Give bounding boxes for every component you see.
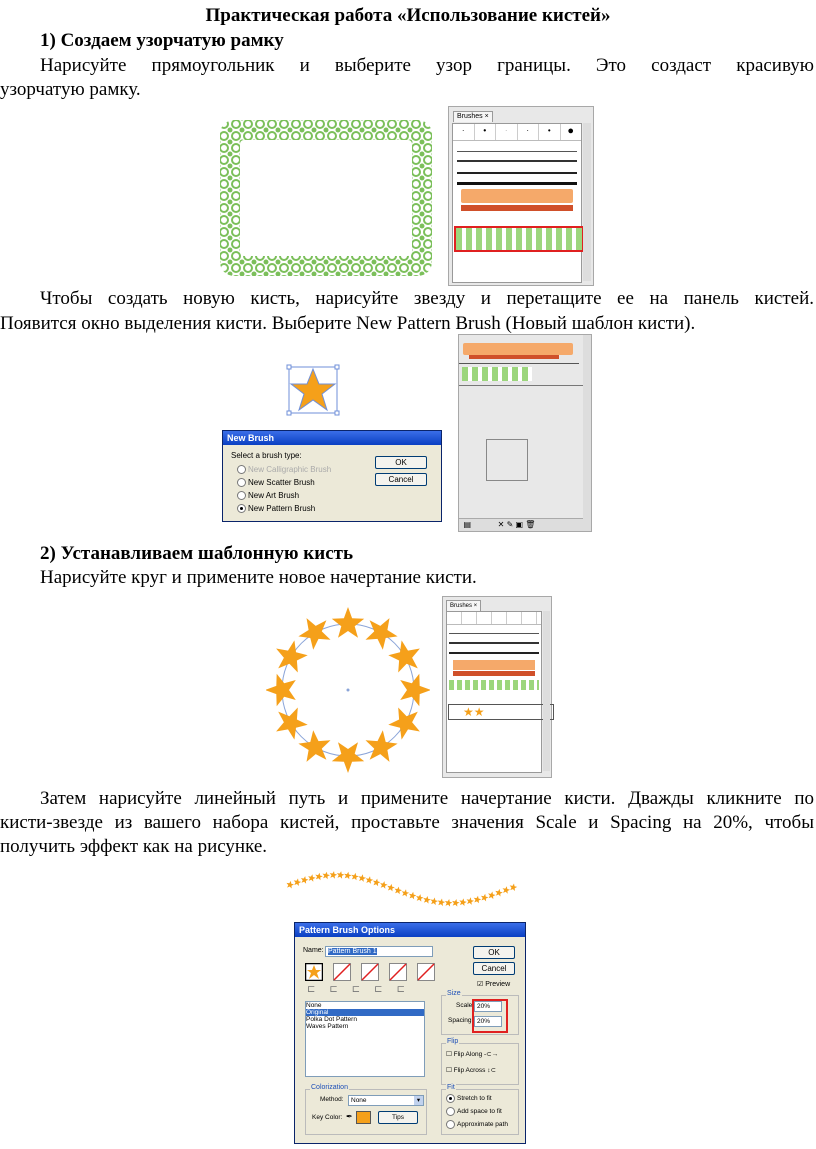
- tile-type-icons: [307, 984, 405, 995]
- flip-across-icon: ↕⊂: [487, 1067, 496, 1074]
- ring-star: [388, 708, 420, 740]
- key-color-swatch[interactable]: [356, 1111, 371, 1124]
- radio-icon: [237, 478, 246, 487]
- path-star: [416, 894, 424, 902]
- path-star: [488, 892, 496, 900]
- tile-start-icon: ⊏: [374, 984, 383, 995]
- new-brush-dialog: [222, 430, 442, 522]
- para3-line1: Затем нарисуйте линейный путь и примените начертание кисти. Дважды кликните по: [40, 788, 814, 809]
- fit-group: Fit Stretch to fit Add space to fit Approximate path: [441, 1089, 519, 1135]
- tile-outer-icon: ⊏: [329, 984, 338, 995]
- path-star: [337, 871, 345, 879]
- path-star: [481, 894, 489, 902]
- para3-line2: кисти-звезде из вашего набора кистей, проставьте значения Scale и Spacing на 20%, чтобы: [0, 812, 814, 833]
- brushes-tab[interactable]: Brushes ×: [453, 111, 493, 122]
- path-star: [438, 899, 446, 907]
- flip-across-checkbox[interactable]: ☐ Flip Across ↕⊂: [446, 1067, 496, 1074]
- option-scatter[interactable]: New Scatter Brush: [237, 478, 315, 487]
- tile-end-icon: ⊏: [396, 984, 405, 995]
- path-star: [323, 872, 331, 880]
- tips-button[interactable]: Tips: [378, 1111, 418, 1124]
- flip-along-checkbox[interactable]: ☐ Flip Along -⊂→: [446, 1051, 499, 1058]
- section2-heading: 2) Устанавливаем шаблонную кисть: [40, 543, 354, 564]
- path-star: [373, 879, 381, 887]
- section2-para: Нарисуйте круг и примените новое начертание кисти.: [40, 567, 477, 588]
- selected-pattern-brush[interactable]: [454, 226, 584, 252]
- ring-star: [332, 607, 364, 638]
- scale-label: Scale:: [456, 1002, 475, 1009]
- pattern-brush-swatch[interactable]: [462, 367, 532, 381]
- fit-add-space-option[interactable]: Add space to fit: [446, 1107, 502, 1116]
- path-star: [387, 884, 395, 892]
- star-illustration: [286, 364, 340, 416]
- scrollbar[interactable]: [543, 611, 550, 771]
- pattern-brush-options-dialog: [294, 922, 526, 1144]
- ring-star: [276, 708, 308, 740]
- path-star: [510, 884, 518, 892]
- page-title: Практическая работа «Использование кистей»: [205, 5, 611, 26]
- path-star: [459, 898, 467, 906]
- path-star: [366, 876, 374, 884]
- path-star: [409, 892, 417, 900]
- start-tile-icon[interactable]: [389, 963, 407, 981]
- star-path-illustration: [284, 864, 524, 914]
- method-select[interactable]: None ▾: [348, 1095, 424, 1106]
- name-field[interactable]: Pattern Brush 1: [325, 946, 433, 957]
- panel-footer-toolbar[interactable]: ▤ ✕ ✎ ▣ 🗑: [459, 518, 591, 531]
- path-star: [301, 876, 309, 884]
- path-star: [467, 897, 475, 905]
- scrollbar[interactable]: [583, 123, 591, 281]
- ring-star: [400, 674, 430, 706]
- fit-approximate-option[interactable]: Approximate path: [446, 1120, 508, 1129]
- ring-star: [276, 640, 308, 672]
- ok-button[interactable]: OK: [473, 946, 515, 959]
- chevron-down-icon: ▾: [414, 1096, 423, 1105]
- path-star: [423, 896, 431, 904]
- para2-line2: Появится окно выделения кисти. Выберите New Pattern Brush (Новый шаблон кисти).: [0, 313, 696, 334]
- ring-star: [332, 742, 364, 773]
- spacing-label: Spacing:: [448, 1017, 474, 1024]
- path-star: [395, 887, 403, 895]
- ring-star: [266, 674, 296, 706]
- section1-para-line1: Нарисуйте прямоугольник и выберите узор границы. Это создаст красивую: [40, 55, 814, 76]
- option-art[interactable]: New Art Brush: [237, 491, 299, 500]
- list-item-selected[interactable]: Original: [306, 1009, 424, 1016]
- path-star: [474, 896, 482, 904]
- pattern-frame-illustration: [218, 118, 434, 278]
- spacing-field[interactable]: 20%: [474, 1016, 502, 1027]
- radio-icon: [237, 465, 246, 474]
- pattern-list[interactable]: [305, 1001, 425, 1077]
- path-star: [503, 886, 511, 894]
- path-star: [344, 872, 352, 880]
- radio-icon: [446, 1120, 455, 1129]
- highlight-box: [472, 999, 508, 1033]
- path-star: [495, 889, 503, 897]
- ring-star: [298, 730, 330, 762]
- colorization-group: Colorization Method: None ▾ Key Color: ✒ Tips: [305, 1089, 427, 1135]
- para2-line1: Чтобы создать новую кисть, нарисуйте звезду и перетащите ее на панель кистей.: [40, 288, 814, 309]
- path-star: [380, 881, 388, 889]
- method-label: Method:: [320, 1096, 344, 1103]
- option-pattern[interactable]: New Pattern Brush: [237, 504, 315, 513]
- section1-heading: 1) Создаем узорчатую рамку: [40, 30, 284, 51]
- path-star: [359, 874, 367, 882]
- ring-star: [366, 618, 398, 650]
- new-brush-dialog-title: New Brush: [223, 431, 441, 445]
- radio-selected-icon: [237, 504, 246, 513]
- scrollbar[interactable]: [583, 335, 591, 519]
- ok-button[interactable]: OK: [375, 456, 427, 469]
- star-brush-swatch[interactable]: ★★: [448, 704, 554, 720]
- key-color-label: Key Color:: [312, 1114, 343, 1121]
- flip-along-icon: -⊂→: [484, 1051, 499, 1058]
- list-item[interactable]: None: [306, 1002, 322, 1009]
- eyedropper-icon[interactable]: ✒: [346, 1112, 353, 1121]
- ring-star: [388, 640, 420, 672]
- end-tile-icon[interactable]: [417, 963, 435, 981]
- flip-group: Flip ☐ Flip Along -⊂→ ☐ Flip Across ↕⊂: [441, 1043, 519, 1085]
- radio-icon: [446, 1107, 455, 1116]
- path-star: [308, 874, 316, 882]
- inner-corner-tile-icon[interactable]: [361, 963, 379, 981]
- ring-star: [366, 730, 398, 762]
- new-brush-prompt: Select a brush type:: [231, 451, 302, 460]
- list-item[interactable]: Waves Pattern: [306, 1023, 349, 1030]
- pattern-dialog-title: Pattern Brush Options: [295, 923, 525, 937]
- section1-para-line2: узорчатую рамку.: [0, 79, 141, 100]
- ring-star: [298, 618, 330, 650]
- size-group: Size Scale: 20% Spacing: 20%: [441, 995, 519, 1035]
- list-item[interactable]: Polka Dot Pattern: [306, 1016, 357, 1023]
- path-star: [351, 873, 359, 881]
- path-star: [294, 878, 302, 886]
- side-tile-star-icon[interactable]: [305, 963, 323, 981]
- fit-stretch-option[interactable]: Stretch to fit: [446, 1094, 492, 1103]
- brushes-panel-1: Brushes × · • · · • ●: [448, 106, 594, 286]
- path-star: [330, 871, 338, 879]
- path-star: [452, 899, 460, 907]
- para3-line3: получить эффект как на рисунке.: [0, 836, 268, 857]
- preview-checkbox[interactable]: ☑ Preview: [477, 981, 511, 988]
- tile-inner-icon: ⊏: [351, 984, 361, 995]
- cancel-button[interactable]: Cancel: [473, 962, 515, 975]
- outer-corner-tile-icon[interactable]: [333, 963, 351, 981]
- tile-side-icon: ⊏: [307, 984, 316, 995]
- star-circle-illustration: [266, 604, 430, 774]
- brushes-panel-2: [458, 334, 592, 532]
- name-label: Name:: [303, 947, 324, 954]
- radio-selected-icon: [446, 1094, 455, 1103]
- option-calligraphic[interactable]: New Calligraphic Brush: [237, 465, 331, 474]
- scale-field[interactable]: 20%: [474, 1001, 502, 1012]
- path-star: [431, 898, 439, 906]
- drop-target-box: [486, 439, 528, 481]
- brushes-panel-3: [442, 596, 552, 778]
- path-star: [445, 899, 453, 907]
- tile-buttons: [305, 963, 435, 981]
- cancel-button[interactable]: Cancel: [375, 473, 427, 486]
- brushes-tab[interactable]: Brushes ×: [446, 600, 481, 611]
- path-star: [315, 873, 323, 881]
- path-star: [287, 881, 295, 889]
- radio-icon: [237, 491, 246, 500]
- path-star: [402, 889, 410, 897]
